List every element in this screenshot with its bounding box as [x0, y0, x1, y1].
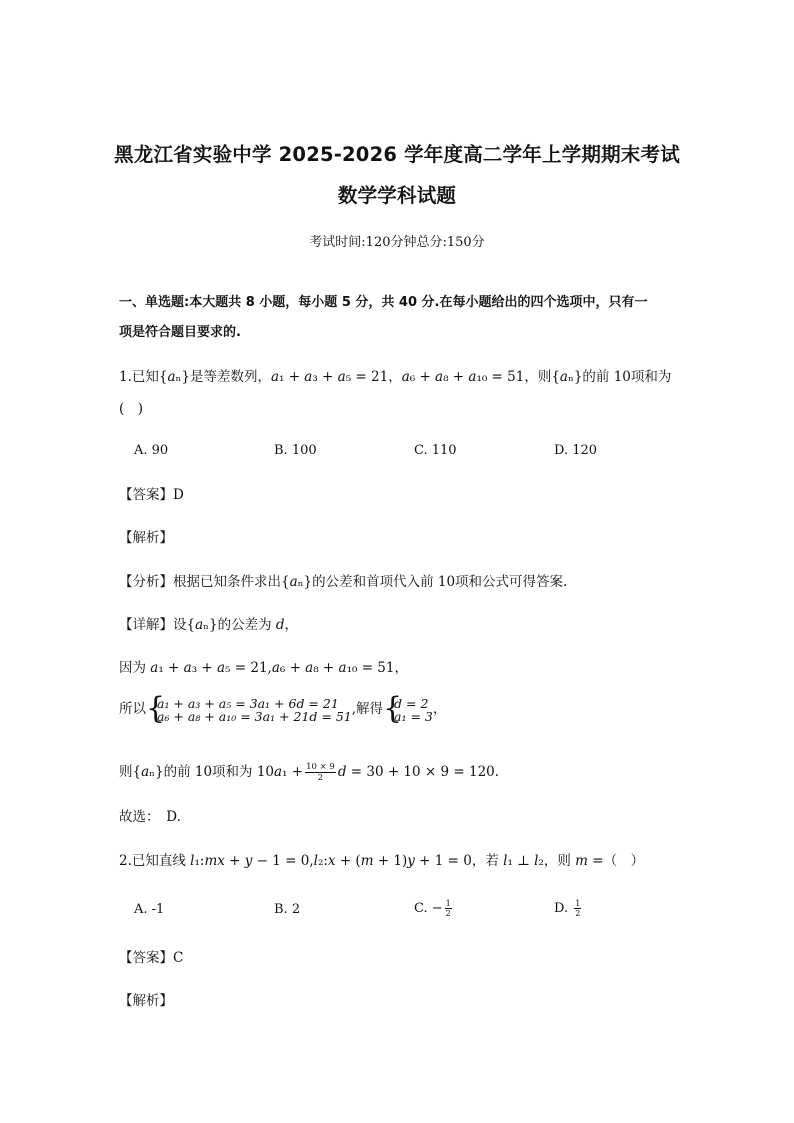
page-subtitle: 数学学科试题: [337, 184, 457, 207]
q1-stem: 1.已知{𝑎ₙ}是等差数列，𝑎₁ + 𝑎₃ + 𝑎₅ = 21，𝑎₆ + 𝑎₈ + 𝑎₁₀ = 51，则{𝑎ₙ}的前 10项和为: [119, 369, 672, 385]
q1-sum-suffix: 𝑑 = 30 + 10 × 9 = 120.: [337, 764, 500, 780]
q2-option-d-denominator: 2: [575, 909, 581, 918]
section-heading-line1: 一、单选题:本大题共 8 小题，每小题 5 分，共 40 分.在每小题给出的四个选项中，只有一: [119, 295, 648, 310]
q1-so-prefix: 所以: [119, 701, 146, 717]
exam-meta: 考试时间:120分钟总分:150分: [309, 235, 485, 250]
q2-stem: 2.已知直线 𝑙₁:𝑚𝑥 + 𝑦 − 1 = 0,𝑙₂:𝑥 + (𝑚 + 1)𝑦 + 1 = 0，若 𝑙₁ ⊥ 𝑙₂，则 𝑚 =（ ）: [119, 853, 645, 869]
q1-fraction-denominator: 2: [317, 773, 324, 783]
q2-option-c-numerator: 1: [445, 899, 451, 908]
q1-sum-line: [119, 760, 499, 784]
q2-option-d: [554, 898, 583, 920]
q2-option-b: B. 2: [274, 902, 301, 917]
q1-equation-system-2: [383, 697, 433, 723]
q2-answer: 【答案】C: [119, 950, 184, 966]
q1-sum-fraction: [305, 762, 336, 783]
q1-option-d: D. 120: [554, 443, 598, 458]
page-title: 黑龙江省实验中学 2025-2026 学年度高二学年上学期期末考试: [114, 143, 680, 166]
q1-answer: 【答案】D: [119, 487, 184, 503]
section-heading-line2: 项是符合题目要求的.: [119, 325, 241, 340]
q1-stem-paren: ( ): [119, 401, 144, 417]
q1-solve-mid: ,解得: [351, 701, 384, 717]
q1-system1-eq-b: 𝑎₆ + 𝑎₈ + 𝑎₁₀ = 3𝑎₁ + 21𝑑 = 51: [157, 708, 352, 724]
q1-choose: 故选： D.: [119, 809, 181, 825]
q1-solve-end: ，: [432, 701, 447, 717]
q1-system1-eq-a: { 𝑎₁ + 𝑎₃ + 𝑎₅ = 3𝑎₁ + 6𝑑 = 21: [157, 695, 339, 711]
q1-sum-prefix: 则{𝑎ₙ}的前 10项和为 10𝑎₁ +: [119, 764, 304, 780]
q2-option-d-label: D.: [554, 901, 573, 916]
q1-because: 因为 𝑎₁ + 𝑎₃ + 𝑎₅ = 21,𝑎₆ + 𝑎₈ + 𝑎₁₀ = 51，: [119, 660, 408, 676]
q1-option-c: C. 110: [414, 443, 457, 458]
q1-system-line: [119, 696, 446, 723]
q2-option-c-label: C. −: [414, 901, 443, 916]
q2-option-c-fraction: [445, 899, 452, 918]
q1-equation-system-1: [146, 697, 352, 723]
q1-option-b: B. 100: [274, 443, 317, 458]
q1-fenxi: 【分析】根据已知条件求出{𝑎ₙ}的公差和首项代入前 10项和公式可得答案.: [119, 574, 568, 590]
q2-option-c-denominator: 2: [445, 909, 451, 918]
q1-system2-eq-a: { 𝑑 = 2: [394, 695, 429, 711]
q2-option-c: [414, 898, 454, 920]
q2-analysis-label: 【解析】: [119, 993, 173, 1009]
q1-xiangjie: 【详解】设{𝑎ₙ}的公差为 𝑑，: [119, 617, 298, 633]
q1-fraction-numerator: 10 × 9: [306, 762, 335, 772]
q1-system2-eq-b: 𝑎₁ = 3: [394, 708, 433, 724]
q2-option-d-fraction: [574, 899, 581, 918]
q2-option-d-numerator: 1: [575, 899, 581, 908]
q1-analysis-label: 【解析】: [119, 530, 173, 546]
q2-option-a: A. -1: [134, 902, 165, 917]
q1-option-a: A. 90: [134, 443, 169, 458]
